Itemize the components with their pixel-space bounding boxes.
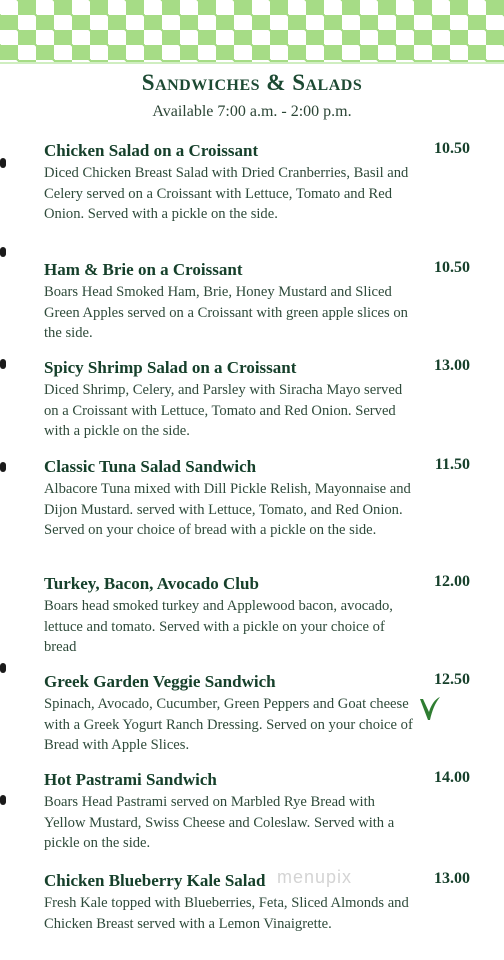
item-description: Diced Chicken Breast Salad with Dried Cranberries, Basil and Celery served on a Croissant with Lettuce, Tomato and Red Onion. Served with a pickle on the side. (44, 165, 409, 222)
availability-hours: Available 7:00 a.m. - 2:00 p.m. (152, 103, 352, 120)
item-description: Boars Head Pastrami served on Marbled Rye Bread with Yellow Mustard, Swiss Cheese and Coleslaw. Served with a pickle on the side. (44, 794, 395, 851)
item-price: 13.00 (434, 870, 470, 887)
edge-mark (0, 663, 6, 673)
item-price: 11.50 (434, 456, 470, 473)
item-price: 12.00 (434, 573, 470, 590)
item-name: Chicken Salad on a Croissant (44, 141, 259, 160)
edge-mark (0, 247, 6, 257)
item-price: 12.50 (434, 671, 470, 688)
item-name: Chicken Blueberry Kale Salad (44, 871, 266, 890)
item-description: Spinach, Avocado, Cucumber, Green Peppers and Goat cheese with a Greek Yogurt Ranch Dressing. Served on your choice of Bread with Apple Slices. (44, 696, 413, 753)
checkered-banner (0, 0, 504, 62)
menu-item (44, 573, 484, 658)
item-description: Boars Head Smoked Ham, Brie, Honey Mustard and Sliced Green Apples served on a Croissant with green apple slices on the side. (44, 284, 408, 341)
menu-item (44, 671, 484, 756)
menu-item (44, 259, 484, 344)
item-name: Classic Tuna Salad Sandwich (44, 457, 257, 476)
menu-item (44, 870, 484, 934)
section-title: Sandwiches & Salads (141, 70, 363, 95)
edge-mark (0, 158, 6, 168)
item-price: 10.50 (434, 259, 470, 276)
item-name: Spicy Shrimp Salad on a Croissant (44, 358, 297, 377)
edge-mark (0, 359, 6, 369)
banner-divider (0, 62, 504, 64)
item-description: Fresh Kale topped with Blueberries, Feta, Sliced Almonds and Chicken Breast served with a Lemon Vinaigrette. (44, 895, 409, 932)
item-name: Hot Pastrami Sandwich (44, 770, 217, 789)
menu-item (44, 140, 484, 225)
edge-mark (0, 462, 6, 472)
item-description: Boars head smoked turkey and Applewood bacon, avocado, lettuce and tomato. Served with a pickle on your choice of bread (44, 598, 393, 655)
edge-mark (0, 795, 6, 805)
item-price: 14.00 (434, 769, 470, 786)
veggie-leaf-icon (416, 693, 442, 723)
item-description: Diced Shrimp, Celery, and Parsley with Siracha Mayo served on a Croissant with Lettuce, Tomato and Red Onion. Served with a pickle on the side. (44, 382, 403, 439)
menu-item (44, 769, 484, 854)
item-price: 10.50 (434, 140, 470, 157)
watermark: menupix (277, 867, 353, 887)
item-name: Ham & Brie on a Croissant (44, 260, 243, 279)
item-description: Albacore Tuna mixed with Dill Pickle Relish, Mayonnaise and Dijon Mustard. served with Lettuce, Tomato, and Red Onion. Served on your choice of bread with a pickle on the side. (44, 481, 411, 538)
item-name: Turkey, Bacon, Avocado Club (44, 574, 259, 593)
item-name: Greek Garden Veggie Sandwich (44, 672, 276, 691)
item-price: 13.00 (434, 357, 470, 374)
menu-item (44, 357, 484, 442)
menu-item (44, 456, 484, 541)
